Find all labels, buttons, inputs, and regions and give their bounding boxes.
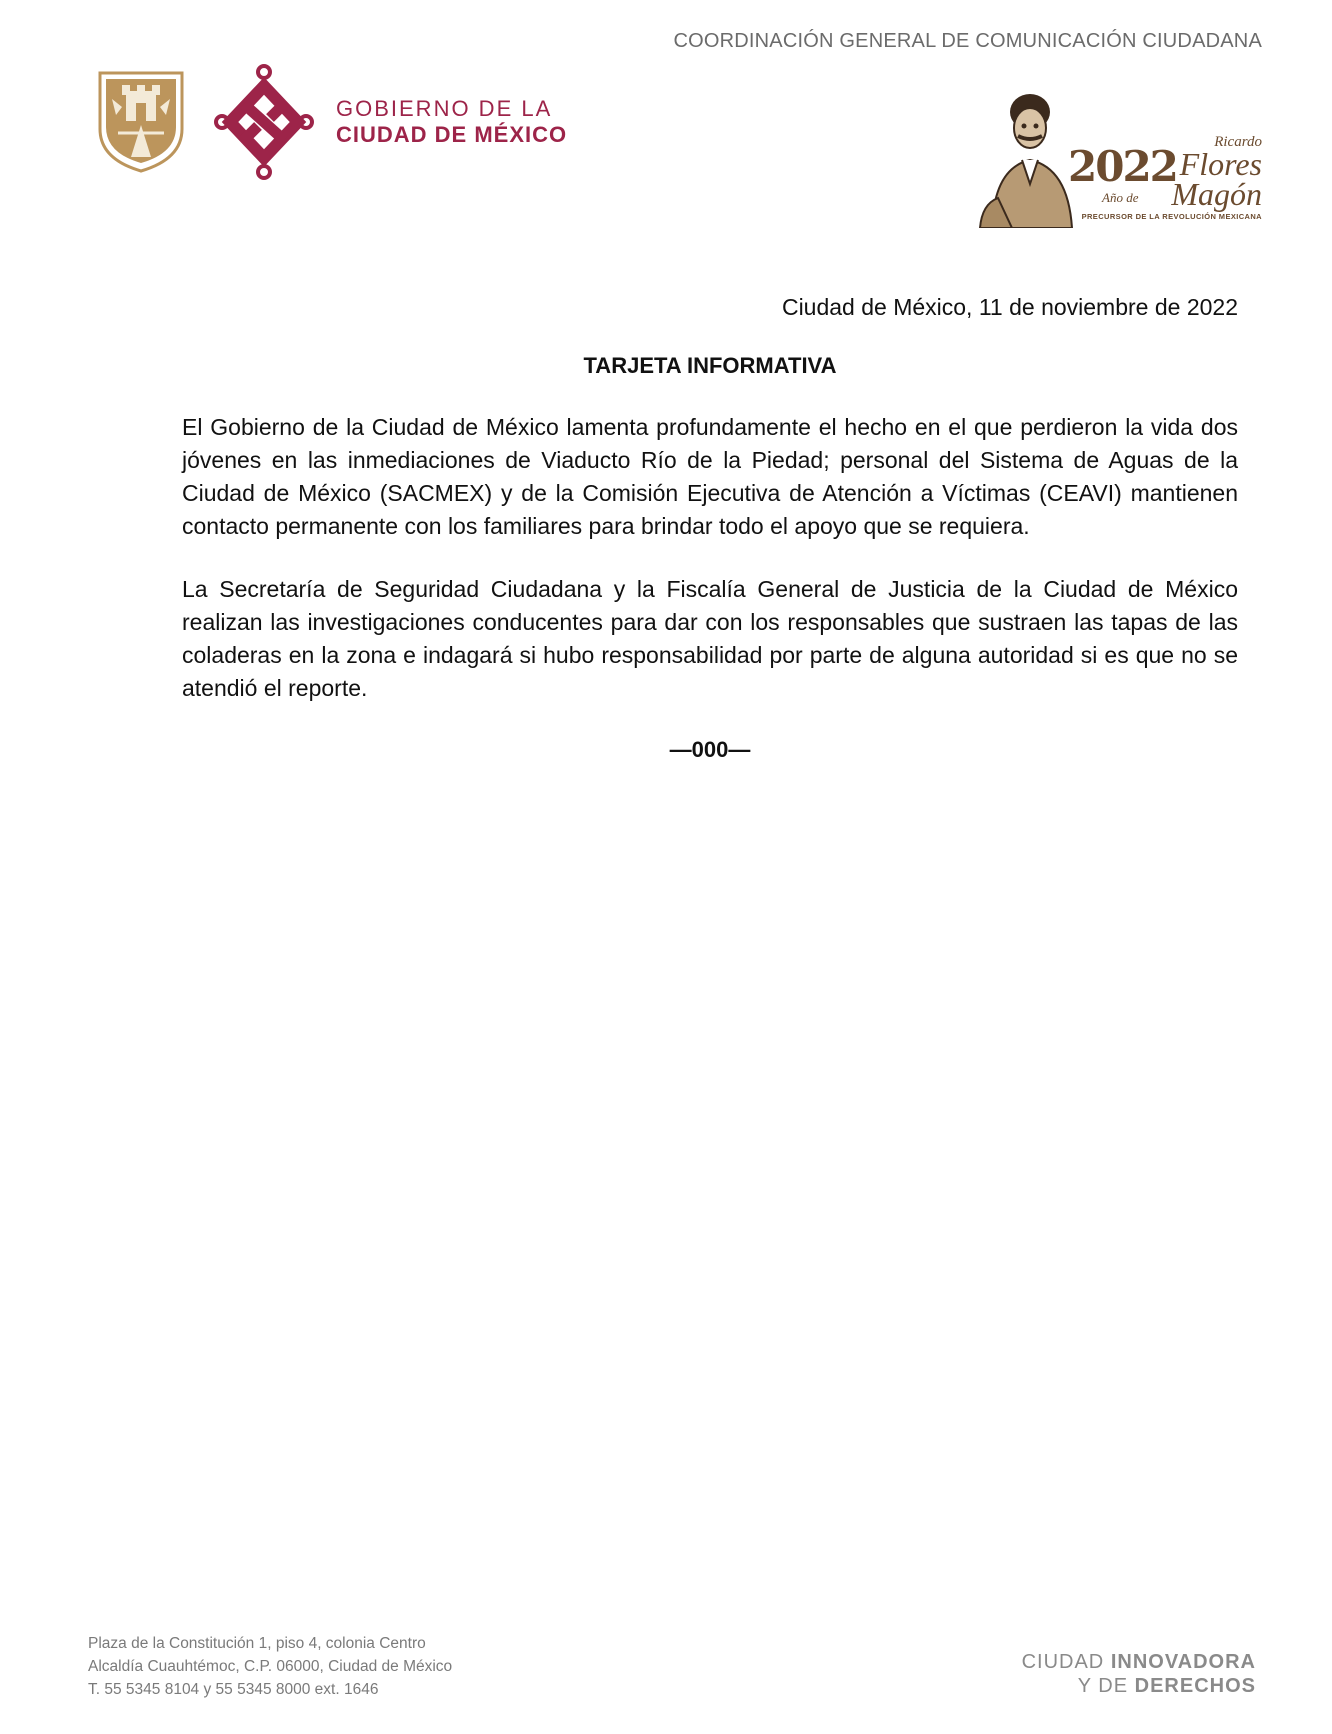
gov-name-line2: CIUDAD DE MÉXICO (336, 122, 568, 147)
badge-magon: Magón (1171, 176, 1262, 212)
badge-ricardo: Ricardo (1214, 134, 1262, 150)
portrait-illustration-icon (972, 88, 1076, 228)
cdmx-emblem-icon (214, 64, 314, 180)
year-badge (972, 88, 1262, 228)
address-line-3: T. 55 5345 8104 y 55 5345 8000 ext. 1646 (88, 1681, 379, 1698)
badge-year: 2022 (1068, 142, 1177, 191)
footer-slogan (1022, 1650, 1256, 1698)
gov-name-line1: GOBIERNO DE LA (336, 95, 553, 121)
paragraph-2: La Secretaría de Seguridad Ciudadana y la Fiscalía General de Justicia de la Ciudad de México realizan las investigaciones conducentes para dar con los responsables que sustraen las tapas de las coladeras en la zona e indagará si hubo responsabilidad por parte de alguna autoridad si es que no se atendió el reporte. (182, 576, 1238, 701)
slogan-innovadora: INNOVADORA (1110, 1651, 1256, 1673)
paragraph-1: El Gobierno de la Ciudad de México lamenta profundamente el hecho en el que perdieron la vida dos jóvenes en las inmediaciones de Viaducto Río de la Piedad; personal del Sistema de Aguas de la Ciudad de México (SACMEX) y de la Comisión Ejecutiva de Atención a Víctimas (CEAVI) mantienen contacto permanente con los familiares para brindar todo el apoyo que se requiera. (182, 414, 1238, 539)
coat-of-arms-icon (96, 69, 186, 175)
closing-mark: —000— (669, 737, 751, 762)
document-date: Ciudad de México, 11 de noviembre de 2022 (781, 294, 1238, 320)
slogan-y-de: Y DE (1077, 1675, 1135, 1697)
badge-ano-de: Año de (1102, 190, 1139, 205)
slogan-derechos: DERECHOS (1134, 1675, 1256, 1697)
slogan-ciudad: CIUDAD (1021, 1651, 1111, 1673)
coordination-header: COORDINACIÓN GENERAL DE COMUNICACIÓN CIUDADANA (673, 30, 1262, 52)
address-line-1: Plaza de la Constitución 1, piso 4, colonia Centro (88, 1635, 426, 1652)
badge-precursor: PRECURSOR DE LA REVOLUCIÓN MEXICANA (1081, 212, 1262, 221)
government-logo (96, 64, 567, 180)
address-line-2: Alcaldía Cuauhtémoc, C.P. 06000, Ciudad de México (88, 1658, 453, 1675)
badge-flores: Flores (1179, 146, 1262, 182)
document-title: TARJETA INFORMATIVA (583, 353, 837, 378)
footer-address (88, 1632, 452, 1701)
document-body (182, 294, 1238, 763)
